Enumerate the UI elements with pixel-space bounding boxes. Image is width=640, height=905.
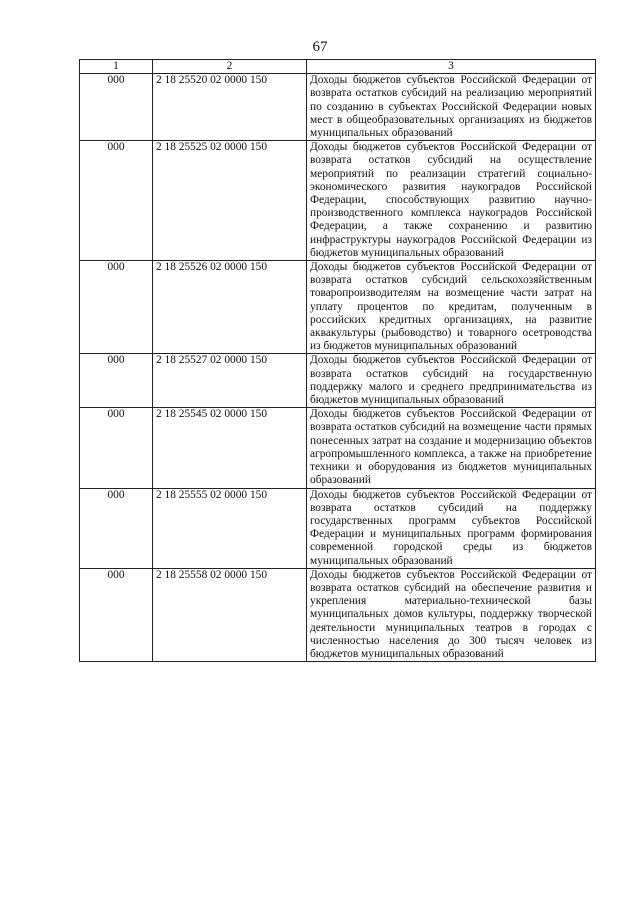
column-header-1: 1 [80, 60, 153, 74]
page-number: 67 [312, 39, 328, 55]
table-row [80, 141, 596, 261]
admin-code-cell: 000 [80, 354, 153, 408]
budget-classification-table [79, 59, 596, 662]
description-cell: Доходы бюджетов субъектов Российской Федерации от возврата остатков субсидий на государственную поддержку малого и среднего предпринимательства из бюджетов муниципальных образований [307, 354, 596, 408]
admin-code-cell: 000 [80, 261, 153, 354]
table-body [80, 74, 596, 662]
kbk-code-cell: 2 18 25555 02 0000 150 [153, 488, 307, 568]
admin-code-cell: 000 [80, 141, 153, 261]
kbk-code-cell: 2 18 25545 02 0000 150 [153, 408, 307, 488]
table-row [80, 354, 596, 408]
kbk-code-cell: 2 18 25526 02 0000 150 [153, 261, 307, 354]
admin-code-cell: 000 [80, 408, 153, 488]
description-cell: Доходы бюджетов субъектов Российской Федерации от возврата остатков субсидий на обеспечение развития и укрепления материально-технической базы муниципальных домов культуры, поддержку творческой деятельности муниципальных театров в городах с численностью населения до 300 тысяч человек из бюджетов муниципальных образований [307, 568, 596, 661]
column-header-2: 2 [153, 60, 307, 74]
admin-code-cell: 000 [80, 74, 153, 141]
table-row [80, 488, 596, 568]
table-row [80, 74, 596, 141]
kbk-code-cell: 2 18 25558 02 0000 150 [153, 568, 307, 661]
table-row [80, 261, 596, 354]
kbk-code-cell: 2 18 25525 02 0000 150 [153, 141, 307, 261]
description-cell: Доходы бюджетов субъектов Российской Федерации от возврата остатков субсидий на осуществление мероприятий по реализации стратегий социально-экономического развития наукоградов Российской Федерации, способствующих развитию научно-производственного комплекса наукоградов Российской Федерации, а также сохранению и развитию инфраструктуры наукоградов Российской Федерации из бюджетов муниципальных образований [307, 141, 596, 261]
table-header [80, 60, 596, 74]
admin-code-cell: 000 [80, 568, 153, 661]
admin-code-cell: 000 [80, 488, 153, 568]
kbk-code-cell: 2 18 25527 02 0000 150 [153, 354, 307, 408]
description-cell: Доходы бюджетов субъектов Российской Федерации от возврата остатков субсидий сельскохозяйственным товаропроизводителям на возмещение части затрат на уплату процентов по кредитам, полученным в российских кредитных организациях, на развитие аквакультуры (рыбоводство) и товарного осетроводства из бюджетов муниципальных образований [307, 261, 596, 354]
table-row [80, 568, 596, 661]
description-cell: Доходы бюджетов субъектов Российской Федерации от возврата остатков субсидий на реализацию мероприятий по созданию в субъектах Российской Федерации новых мест в общеобразовательных организациях из бюджетов муниципальных образований [307, 74, 596, 141]
table-row [80, 408, 596, 488]
table-header-row [80, 60, 596, 74]
description-cell: Доходы бюджетов субъектов Российской Федерации от возврата остатков субсидий на возмещение части прямых понесенных затрат на создание и модернизацию объектов агропромышленного комплекса, а также на приобретение техники и оборудования из бюджетов муниципальных образований [307, 408, 596, 488]
kbk-code-cell: 2 18 25520 02 0000 150 [153, 74, 307, 141]
description-cell: Доходы бюджетов субъектов Российской Федерации от возврата остатков субсидий на поддержку государственных программ субъектов Российской Федерации и муниципальных программ формирования современной городской среды из бюджетов муниципальных образований [307, 488, 596, 568]
column-header-3: 3 [307, 60, 596, 74]
